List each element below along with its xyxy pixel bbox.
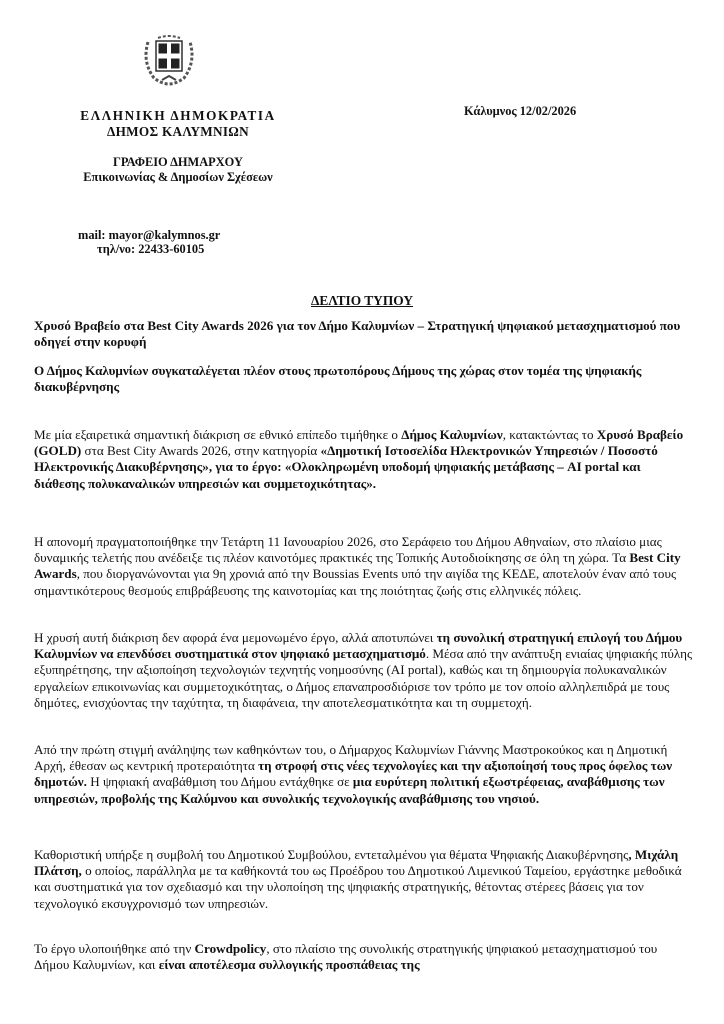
text-span: Η απονομή πραγματοποιήθηκε την Τετάρτη 11 Ιανουαρίου 2026, στο Σεράφειο του Δήμου Αθηναίων, στο πλαίσιο μιας δυναμικής τελετής που ανέδειξε τις πλέον καινοτόμες πρακτικές της Τοπικής Αυτοδιοίκησης σε όλη τη χώρα. Τα — [34, 534, 662, 566]
paragraph-1-text — [34, 427, 694, 492]
department-heading: Επικοινωνίας & Δημοσίων Σχέσεων — [83, 170, 273, 184]
text-span: Από την πρώτη στιγμή ανάληψης των καθηκόντων του, ο Δήμαρχος Καλυμνίων Γιάννης Μαστροκούκος και η Δημοτική Αρχή, έθεσαν ως κεντρική προτεραιότητα — [34, 742, 668, 774]
page-title: ΔΕΛΤΙΟ ΤΥΠΟΥ — [310, 293, 414, 308]
bold-span: , Μιχάλη Πλάτση, — [34, 847, 679, 879]
bold-span: Best City Awards — [34, 550, 681, 582]
text-span: Η χρυσή αυτή διάκριση δεν αφορά ένα μεμονωμένο έργο, αλλά αποτυπώνει — [34, 630, 437, 645]
bold-span: τη συνολική στρατηγική επιλογή του Δήμου Καλυμνίων να επενδύσει συστηματικά στον ψηφιακό μετασχηματισμό — [34, 630, 683, 662]
emblem-icon — [140, 32, 198, 86]
paragraph-5-text — [34, 847, 694, 912]
text-span: Καθοριστική υπήρξε η συμβολή του Δημοτικού Συμβούλου, εντεταλμένου για θέματα Ψηφιακής Διακυβέρνησης — [34, 847, 629, 862]
subheadline — [34, 363, 694, 395]
bold-span: τη στροφή στις νέες τεχνολογίες και την αξιοποίησή τους προς όφελος των δημοτών. — [34, 758, 673, 790]
republic-heading: ΕΛΛΗΝΙΚΗ ΔΗΜΟΚΡΑΤΙΑ — [80, 108, 276, 123]
paragraph-4 — [34, 742, 694, 807]
contact-phone: τηλ/νο: 22433-60105 — [97, 242, 205, 256]
paragraph-2-text — [34, 534, 694, 599]
municipality-heading: ΔΗΜΟΣ ΚΑΛΥΜΝΙΩΝ — [107, 124, 249, 139]
text-span: , κατακτώντας το — [502, 427, 597, 442]
paragraph-6 — [34, 941, 694, 973]
paragraph-3-text — [34, 630, 694, 711]
bold-span: Δήμος Καλυμνίων — [401, 427, 503, 442]
text-span: . Μέσα από την ανάπτυξη ενιαίας ψηφιακής πύλης εξυπηρέτησης, την αξιοποίηση τεχνολογιών τεχνητής νοημοσύνης (AI portal), καθώς και τη δημιουργία πολυκαναλικών εργαλείων επικοινωνίας και συμμετοχικότητας, ο Δήμος επαναπροσδιόρισε τον τρόπο με τον οποίο αλληλεπιδρά με τους δημότες, ενισχύοντας την ταχύτητα, τη διαφάνεια, την αποτελεσματικότητα και τη συμμετοχή. — [34, 646, 693, 710]
bold-span: μια ευρύτερη πολιτική εξωστρέφειας, αναβάθμισης των υπηρεσιών, προβολής της Καλύμνου και συνολικής τεχνολογικής αναβάθμισης του νησιού. — [34, 774, 665, 806]
office-heading: ΓΡΑΦΕΙΟ ΔΗΜΑΡΧΟΥ — [113, 155, 243, 169]
headline-text: Χρυσό Βραβείο στα Best City Awards 2026 για τον Δήμο Καλυμνίων – Στρατηγική ψηφιακού μετασχηματισμού που οδηγεί στην κορυφή — [34, 318, 681, 350]
text-span: Το έργο υλοποιήθηκε από την — [34, 941, 195, 956]
bold-span: Crowdpolicy — [194, 941, 267, 956]
paragraph-6-text — [34, 941, 694, 973]
contact-email[interactable]: mail: mayor@kalymnos.gr — [78, 228, 221, 242]
paragraph-2 — [34, 534, 694, 599]
bold-span: «Δημοτική Ιστοσελίδα Ηλεκτρονικών Υπηρεσιών / Ποσοστό Ηλεκτρονικής Διακυβέρνησης», για το έργο: «Ολοκληρωμένη υποδομή ψηφιακής μετάβασης – AI portal και διάθεσης πολυκαναλικών υπηρεσιών και συμμετοχικότητας». — [34, 443, 658, 491]
subheadline-text: Ο Δήμος Καλυμνίων συγκαταλέγεται πλέον στους πρωτοπόρους Δήμους της χώρας στον τομέα της ψηφιακής διακυβέρνησης — [34, 363, 642, 395]
bold-span: είναι αποτέλεσμα συλλογικής προσπάθειας της — [158, 957, 420, 973]
text-span: Με μία εξαιρετικά σημαντική διάκριση σε εθνικό επίπεδο τιμήθηκε ο — [34, 427, 402, 442]
text-span: , στο πλαίσιο της συνολικής στρατηγικής ψηφιακού μετασχηματισμού του Δήμου Καλυμνίων, και — [34, 941, 658, 973]
text-span: ο οποίος, παράλληλα με τα καθήκοντά του ως Προέδρου του Δημοτικού Λιμενικού Ταμείου, εργάστηκε μεθοδικά και συστηματικά για τον σχεδιασμό και την υλοποίηση της ψηφιακής στρατηγικής, θέτοντας στέρεες βάσεις για τον τεχνολογικό εκσυγχρονισμό των υπηρεσιών. — [34, 863, 682, 911]
paragraph-5 — [34, 847, 694, 912]
document-date: Κάλυμνος 12/02/2026 — [464, 104, 577, 118]
text-span: Η ψηφιακή αναβάθμιση του Δήμου εντάχθηκε σε — [86, 774, 353, 790]
text-span: , που διοργανώνονται για 9η χρονιά από την Boussias Events υπό την αιγίδα της ΚΕΔΕ, αποτελούν έναν από τους σημαντικότερους θεσμούς επιβράβευσης της καινοτομίας και της ποιότητας ζωής στις ελληνικές πόλεις. — [34, 566, 677, 598]
bold-span: Χρυσό Βραβείο (GOLD) — [34, 427, 684, 459]
paragraph-1 — [34, 427, 694, 492]
paragraph-4-text — [34, 742, 694, 807]
text-span: στα Best City Awards 2026, στην κατηγορία — [81, 443, 321, 459]
headline — [34, 318, 694, 350]
paragraph-3 — [34, 630, 694, 711]
